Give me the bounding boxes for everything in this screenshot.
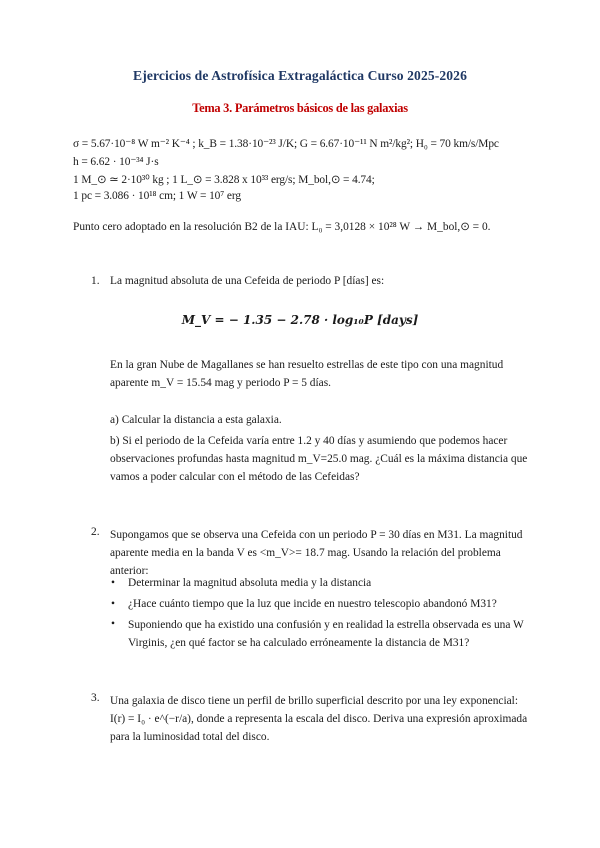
bullet-dot-icon: • <box>111 598 115 610</box>
document-subtitle: Tema 3. Parámetros básicos de las galaxias <box>192 101 408 115</box>
exercise-2-bullet-1: Determinar la magnitud absoluta media y la distancia <box>128 577 372 589</box>
exercise-1-formula: M_V = − 1.35 − 2.78 · log₁₀P [days] <box>181 313 419 327</box>
constants-line-3: 1 M_⊙ ≃ 2·10³⁰ kg ; 1 L_⊙ = 3.828 x 10³³ erg/s; M_bol,⊙ = 4.74; <box>73 174 375 186</box>
exercise-3-intro: Una galaxia de disco tiene un perfil de brillo superficial descrito por una ley exponencial: I(r) = I₀ · e^(−r/a), donde a representa la escala del disco. Deriva una expresión aproximada para la luminosidad total del disco. <box>110 695 528 744</box>
exercise-1-part-b: b) Si el periodo de la Cefeida varía entre 1.2 y 40 días y asumiendo que podemos hacer observaciones profundas hasta magnitud m_V=25.0 mag. ¿Cuál es la máxima distancia que vamos a poder calcular con el método de las Cefeidas? <box>110 435 528 484</box>
exercise-1-number: 1. <box>91 275 100 287</box>
constants-line-4: 1 pc = 3.086 · 10¹⁸ cm; 1 W = 10⁷ erg <box>73 190 241 202</box>
exercise-2-bullet-2: ¿Hace cuánto tiempo que la luz que incide en nuestro telescopio abandonó M31? <box>128 598 497 610</box>
exercise-1-intro: La magnitud absoluta de una Cefeida de periodo P [días] es: <box>110 275 385 287</box>
exercise-3-number: 3. <box>91 692 100 704</box>
exercise-2-intro: Supongamos que se observa una Cefeida con un periodo P = 30 días en M31. La magnitud aparente media en la banda V es <m_V>= 18.7 mag. Usando la relación del problema anterior: <box>110 529 523 578</box>
exercise-1-paragraph: En la gran Nube de Magallanes se han resuelto estrellas de este tipo con una magnitud aparente m_V = 15.54 mag y periodo P = 5 días. <box>110 359 504 390</box>
constants-line-2: h = 6.62 · 10⁻³⁴ J·s <box>73 156 159 168</box>
document-title: Ejercicios de Astrofísica Extragaláctica Curso 2025-2026 <box>133 68 467 83</box>
iau-zero-point-note: Punto cero adoptado en la resolución B2 de la IAU: L₀ = 3,0128 × 10²⁸ W → M_bol,⊙ = 0. <box>73 221 491 233</box>
exercise-2-number: 2. <box>91 526 100 538</box>
bullet-dot-icon: • <box>111 618 115 630</box>
constants-line-1: σ = 5.67·10⁻⁸ W m⁻² K⁻⁴ ; k_B = 1.38·10⁻²³ J/K; G = 6.67·10⁻¹¹ N m²/kg²; H₀ = 70 km/s/Mpc <box>73 138 499 150</box>
exercise-2-bullet-3: Suponiendo que ha existido una confusión y en realidad la estrella observada es una W Virginis, ¿en qué factor se ha calculado erróneamente la distancia de M31? <box>128 619 524 650</box>
bullet-dot-icon: • <box>111 577 115 589</box>
exercise-1-part-a: a) Calcular la distancia a esta galaxia. <box>110 414 282 426</box>
